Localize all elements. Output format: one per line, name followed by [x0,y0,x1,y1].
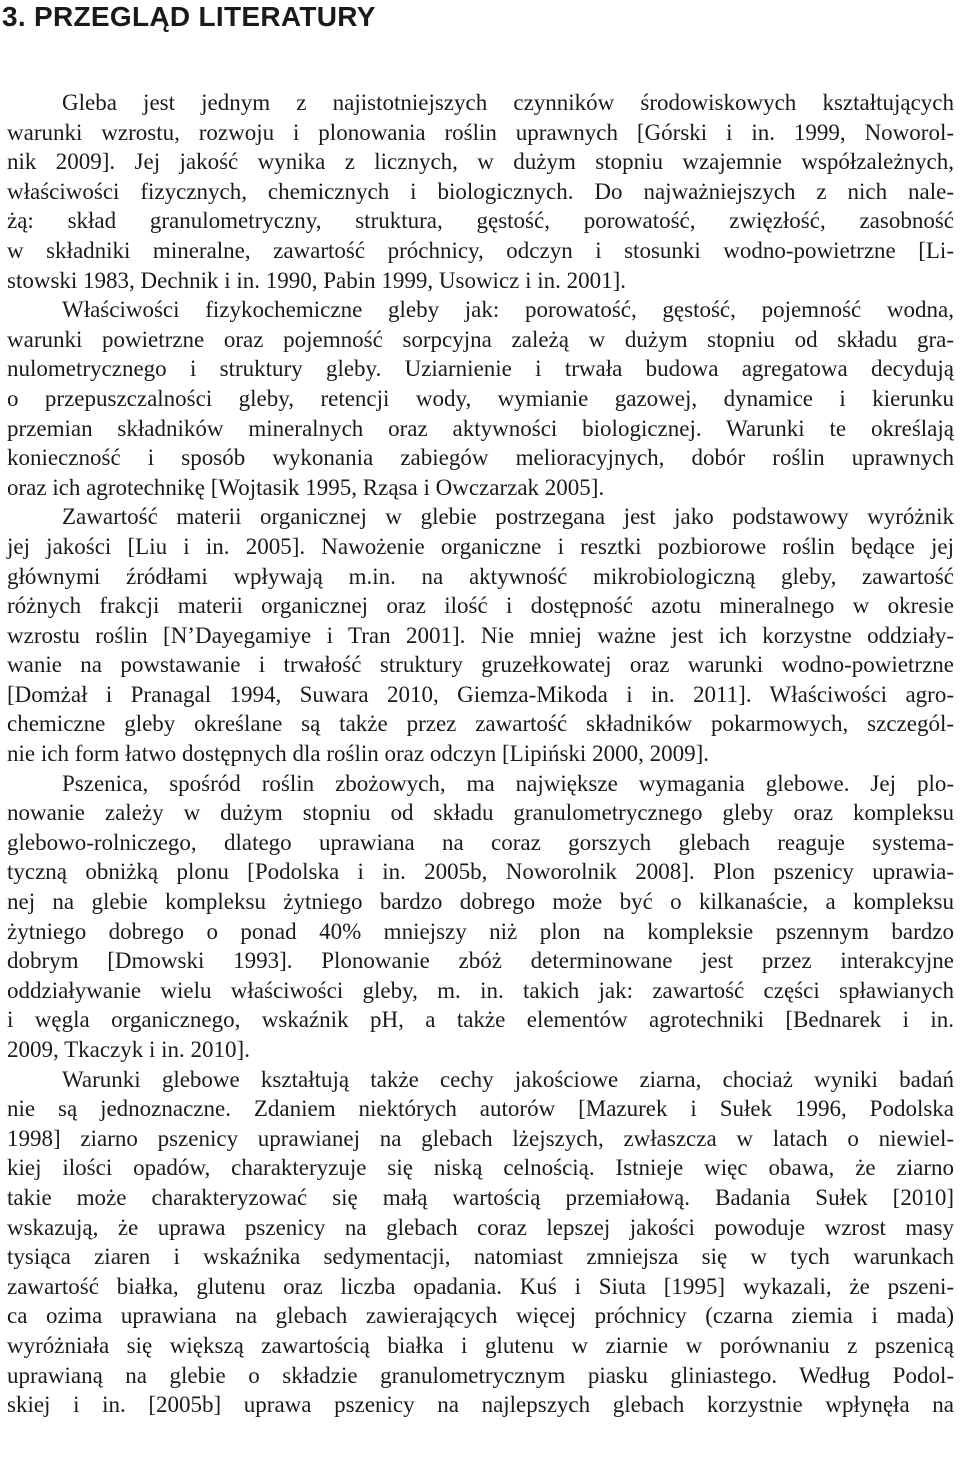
text-line: Właściwości fizykochemiczne gleby jak: porowatość, gęstość, pojemność wodna, [62,297,954,323]
text-line: nulometrycznego i struktury gleby. Uziarnienie i trwała budowa agregatowa decydują [7,356,954,382]
text-line: różnych frakcji materii organicznej oraz ilość i dostępność azotu mineralnego w okresie [7,593,954,619]
text-line: Gleba jest jednym z najistotniejszych czynników środowiskowych kształtujących [62,90,954,115]
text-line: takie może charakteryzować się małą wartością przemiałową. Badania Sułek [2010] [7,1184,954,1210]
text-line: Warunki glebowe kształtują także cechy jakościowe ziarna, chociaż wyniki badań [62,1066,954,1092]
text-line: 1998] ziarno pszenicy uprawianej na glebach lżejszych, zwłaszcza w latach o niewiel- [7,1125,954,1151]
text-line: wzrostu roślin [N’Dayegamiye i Tran 2001]. Nie mniej ważne jest ich korzystne oddziały- [7,622,954,648]
text-line: konieczność i sposób wykonania zabiegów melioracyjnych, dobór roślin uprawnych [7,445,954,471]
text-line: nie są jednoznaczne. Zdaniem niektórych autorów [Mazurek i Sułek 1996, Podolska [7,1096,954,1122]
text-line: chemiczne gleby określane są także przez zawartość składników pokarmowych, szczegól- [7,711,954,737]
text-line: żą: skład granulometryczny, struktura, gęstość, porowatość, zwięzłość, zasobność [7,208,954,234]
text-line: stowski 1983, Dechnik i in. 1990, Pabin 1999, Usowicz i in. 2001]. [7,267,627,293]
text-line: uprawianą na glebie o składzie granulometrycznym piasku gliniastego. Według Podol- [7,1362,954,1388]
text-line: dobrym [Dmowski 1993]. Plonowanie zbóż determinowane jest przez interakcyjne [7,948,954,974]
text-line: [Domżał i Pranagal 1994, Suwara 2010, Giemza-Mikoda i in. 2011]. Właściwości agro- [7,681,954,707]
text-line: i węgla organicznego, wskaźnik pH, a także elementów agrotechniki [Bednarek i in. [7,1007,954,1033]
text-line: nie ich form łatwo dostępnych dla roślin oraz odczyn [Lipiński 2000, 2009]. [7,741,709,767]
text-line: wanie na powstawanie i trwałość struktury gruzełkowatej oraz warunki wodno-powietrzne [7,652,954,678]
text-line: warunki powietrzne oraz pojemność sorpcyjna zależą w dużym stopniu od składu gra- [7,326,954,352]
text-line: glebowo-rolniczego, dlatego uprawiana na coraz gorszych glebach reaguje systema- [7,829,954,855]
text-line: przemian składników mineralnych oraz aktywności biologicznej. Warunki te określają [7,415,954,441]
text-line: oraz ich agrotechnikę [Wojtasik 1995, Rząsa i Owczarzak 2005]. [7,474,605,500]
text-line: nowanie zależy w dużym stopniu od składu granulometrycznego gleby oraz kompleksu [7,800,954,826]
text-line: tysiąca ziaren i wskaźnika sedymentacji, natomiast zmniejsza się w tych warunkach [7,1244,954,1270]
text-line: właściwości fizycznych, chemicznych i biologicznych. Do najważniejszych z nich nale- [7,178,954,204]
text-line: głównymi źródłami wpływają m.in. na aktywność mikrobiologiczną gleby, zawartość [7,563,954,589]
text-line: oddziaływanie wielu właściwości gleby, m. in. takich jak: zawartość części spławianych [7,977,954,1003]
body-text [7,88,954,1420]
text-line: wskazują, że uprawa pszenicy na glebach coraz lepszej jakości powoduje wzrost masy [7,1214,954,1240]
text-line: Pszenica, spośród roślin zbożowych, ma największe wymagania glebowe. Jej plo- [62,770,954,796]
text-line: skiej i in. [2005b] uprawa pszenicy na najlepszych glebach korzystnie wpłynęła na [7,1392,954,1418]
text-line: zawartość białka, glutenu oraz liczba opadania. Kuś i Siuta [1995] wykazali, że pszeni- [7,1273,954,1299]
section-heading: 3. PRZEGLĄD LITERATURY [2,1,376,32]
text-line: Zawartość materii organicznej w glebie postrzegana jest jako podstawowy wyróżnik [62,504,954,530]
text-line: nik 2009]. Jej jakość wynika z licznych, w dużym stopniu wzajemnie współzależnych, [7,149,954,175]
text-line: kiej ilości opadów, charakteryzuje się niską celnością. Istnieje więc obawa, że ziarno [7,1155,954,1181]
text-line: jej jakości [Liu i in. 2005]. Nawożenie organiczne i resztki pozbiorowe roślin będące jej [7,533,954,559]
text-line: tyczną obniżką plonu [Podolska i in. 2005b, Noworolnik 2008]. Plon pszenicy uprawia- [7,859,954,885]
text-line: ca ozima uprawiana na glebach zawierających więcej próchnicy (czarna ziemia i mada) [7,1303,954,1329]
text-line: o przepuszczalności gleby, retencji wody, wymianie gazowej, dynamice i kierunku [7,385,954,411]
text-line: żytniego dobrego o ponad 40% mniejszy niż plon na kompleksie pszennym bardzo [7,918,954,944]
text-line: wyróżniała się większą zawartością białka i glutenu w ziarnie w porównaniu z pszenicą [7,1332,954,1358]
text-line: warunki wzrostu, rozwoju i plonowania roślin uprawnych [Górski i in. 1999, Noworol- [7,119,954,145]
text-line: 2009, Tkaczyk i in. 2010]. [7,1037,250,1062]
text-line: w składniki mineralne, zawartość próchnicy, odczyn i stosunki wodno-powietrzne [Li- [7,237,954,263]
text-line: nej na glebie kompleksu żytniego bardzo dobrego może być o kilkanaście, a kompleksu [7,889,954,915]
